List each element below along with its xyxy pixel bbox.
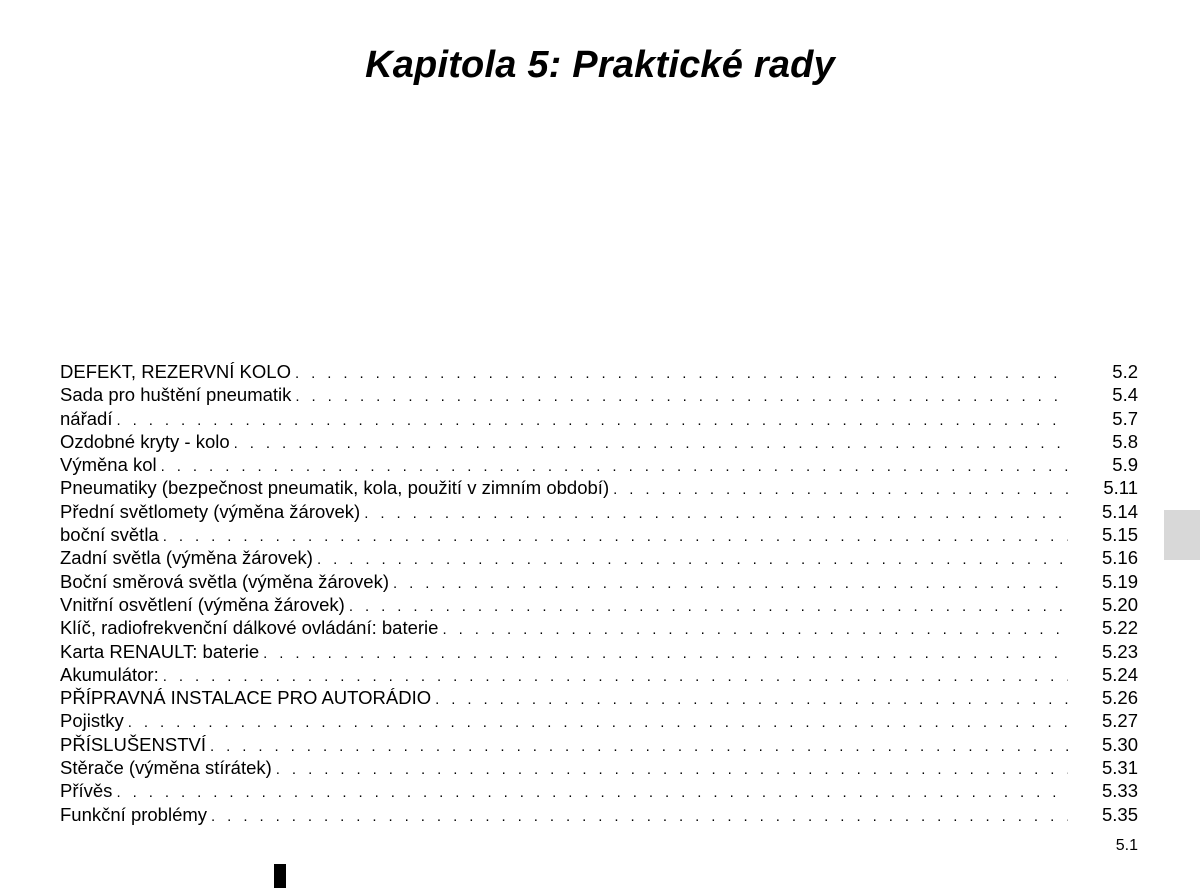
toc-entry[interactable] (60, 430, 1138, 453)
toc-entry[interactable] (60, 453, 1138, 476)
toc-entry-label: Výměna kol (60, 454, 157, 476)
toc-entry-label: Stěrače (výměna stírátek) (60, 757, 272, 779)
toc-entry-page: 5.31 (1101, 757, 1138, 779)
toc-entry[interactable] (60, 383, 1138, 406)
toc-entry[interactable] (60, 616, 1138, 639)
toc-entry[interactable] (60, 546, 1138, 569)
toc-entry[interactable] (60, 407, 1138, 430)
toc-entry-label: Klíč, radiofrekvenční dálkové ovládání: baterie (60, 617, 439, 639)
toc-entry-label: Pneumatiky (bezpečnost pneumatik, kola, použití v zimním období) (60, 477, 610, 499)
toc-entry[interactable] (60, 476, 1138, 499)
toc-entry[interactable] (60, 803, 1138, 826)
toc-entry[interactable] (60, 779, 1138, 802)
toc-entry-label: boční světla (60, 524, 159, 546)
toc-dot-leader (364, 502, 1068, 525)
toc-entry-label: Přívěs (60, 780, 113, 802)
toc-dot-leader (234, 432, 1068, 455)
toc-entry[interactable] (60, 663, 1138, 686)
toc-entry[interactable] (60, 709, 1138, 732)
toc-entry-label: Karta RENAULT: baterie (60, 640, 260, 662)
toc-entry-page: 5.19 (1101, 570, 1138, 592)
toc-entry-page: 5.4 (1112, 384, 1138, 406)
toc-entry-page: 5.14 (1101, 500, 1138, 522)
toc-entry-label: Boční směrová světla (výměna žárovek) (60, 570, 390, 592)
toc-entry-page: 5.27 (1101, 710, 1138, 732)
toc-entry-page: 5.9 (1112, 454, 1138, 476)
toc-entry[interactable] (60, 500, 1138, 523)
toc-entry-label: Zadní světla (výměna žárovek) (60, 547, 313, 569)
toc-entry-label: Přední světlomety (výměna žárovek) (60, 500, 361, 522)
toc-dot-leader (116, 409, 1068, 432)
toc-dot-leader (317, 548, 1068, 571)
toc-entry-label: PŘÍSLUŠENSTVÍ (60, 733, 206, 755)
toc-dot-leader (295, 385, 1068, 408)
toc-entry-label: Funkční problémy (60, 803, 208, 825)
toc-entry-label: PŘÍPRAVNÁ INSTALACE PRO AUTORÁDIO (60, 687, 432, 709)
toc-entry-page: 5.11 (1103, 477, 1138, 499)
toc-dot-leader (211, 805, 1068, 828)
toc-dot-leader (613, 478, 1068, 501)
toc-dot-leader (163, 525, 1068, 548)
page-number: 5.1 (1115, 837, 1138, 854)
toc-entry[interactable] (60, 733, 1138, 756)
toc-entry[interactable] (60, 756, 1138, 779)
toc-dot-leader (163, 665, 1068, 688)
toc-entry-label: DEFEKT, REZERVNÍ KOLO (60, 361, 291, 382)
toc-dot-leader (116, 781, 1068, 804)
chapter-title: Kapitola 5: Praktické rady (365, 44, 835, 87)
toc-entry-label: Vnitřní osvětlení (výměna žárovek) (60, 593, 345, 615)
toc-entry-label: Pojistky (60, 710, 124, 732)
toc-dot-leader (295, 362, 1068, 385)
chapter-side-tab (1164, 510, 1200, 560)
toc-entry-page: 5.24 (1101, 663, 1138, 685)
toc-entry[interactable] (60, 360, 1138, 383)
toc-dot-leader (393, 572, 1068, 595)
toc-dot-leader (276, 758, 1068, 781)
toc-entry[interactable] (60, 640, 1138, 663)
toc-entry-label: Akumulátor: (60, 663, 159, 685)
toc-entry-page: 5.35 (1101, 803, 1138, 825)
toc-entry-label: Sada pro huštění pneumatik (60, 384, 292, 406)
toc-entry-page: 5.23 (1101, 640, 1138, 662)
toc-entry-page: 5.20 (1101, 593, 1138, 615)
toc-entry-page: 5.16 (1101, 547, 1138, 569)
toc-entry-page: 5.2 (1112, 361, 1138, 382)
toc-dot-leader (210, 735, 1068, 758)
toc-entry-page: 5.15 (1101, 524, 1138, 546)
toc-entry-page: 5.26 (1101, 687, 1138, 709)
toc-entry-page: 5.22 (1101, 617, 1138, 639)
toc-entry-label: Ozdobné kryty - kolo (60, 430, 230, 452)
crop-mark (274, 864, 286, 888)
toc-entry-page: 5.7 (1112, 407, 1138, 429)
table-of-contents (60, 360, 1138, 826)
toc-dot-leader (161, 455, 1068, 478)
toc-entry[interactable] (60, 523, 1138, 546)
toc-dot-leader (128, 711, 1068, 734)
toc-entry-page: 5.8 (1112, 430, 1138, 452)
toc-entry-page: 5.33 (1101, 780, 1138, 802)
toc-entry-page: 5.30 (1101, 733, 1138, 755)
toc-dot-leader (263, 642, 1068, 665)
toc-entry[interactable] (60, 686, 1138, 709)
toc-entry[interactable] (60, 593, 1138, 616)
toc-entry-label: nářadí (60, 407, 113, 429)
toc-dot-leader (442, 618, 1068, 641)
toc-dot-leader (435, 688, 1068, 711)
toc-dot-leader (349, 595, 1068, 618)
toc-entry[interactable] (60, 570, 1138, 593)
